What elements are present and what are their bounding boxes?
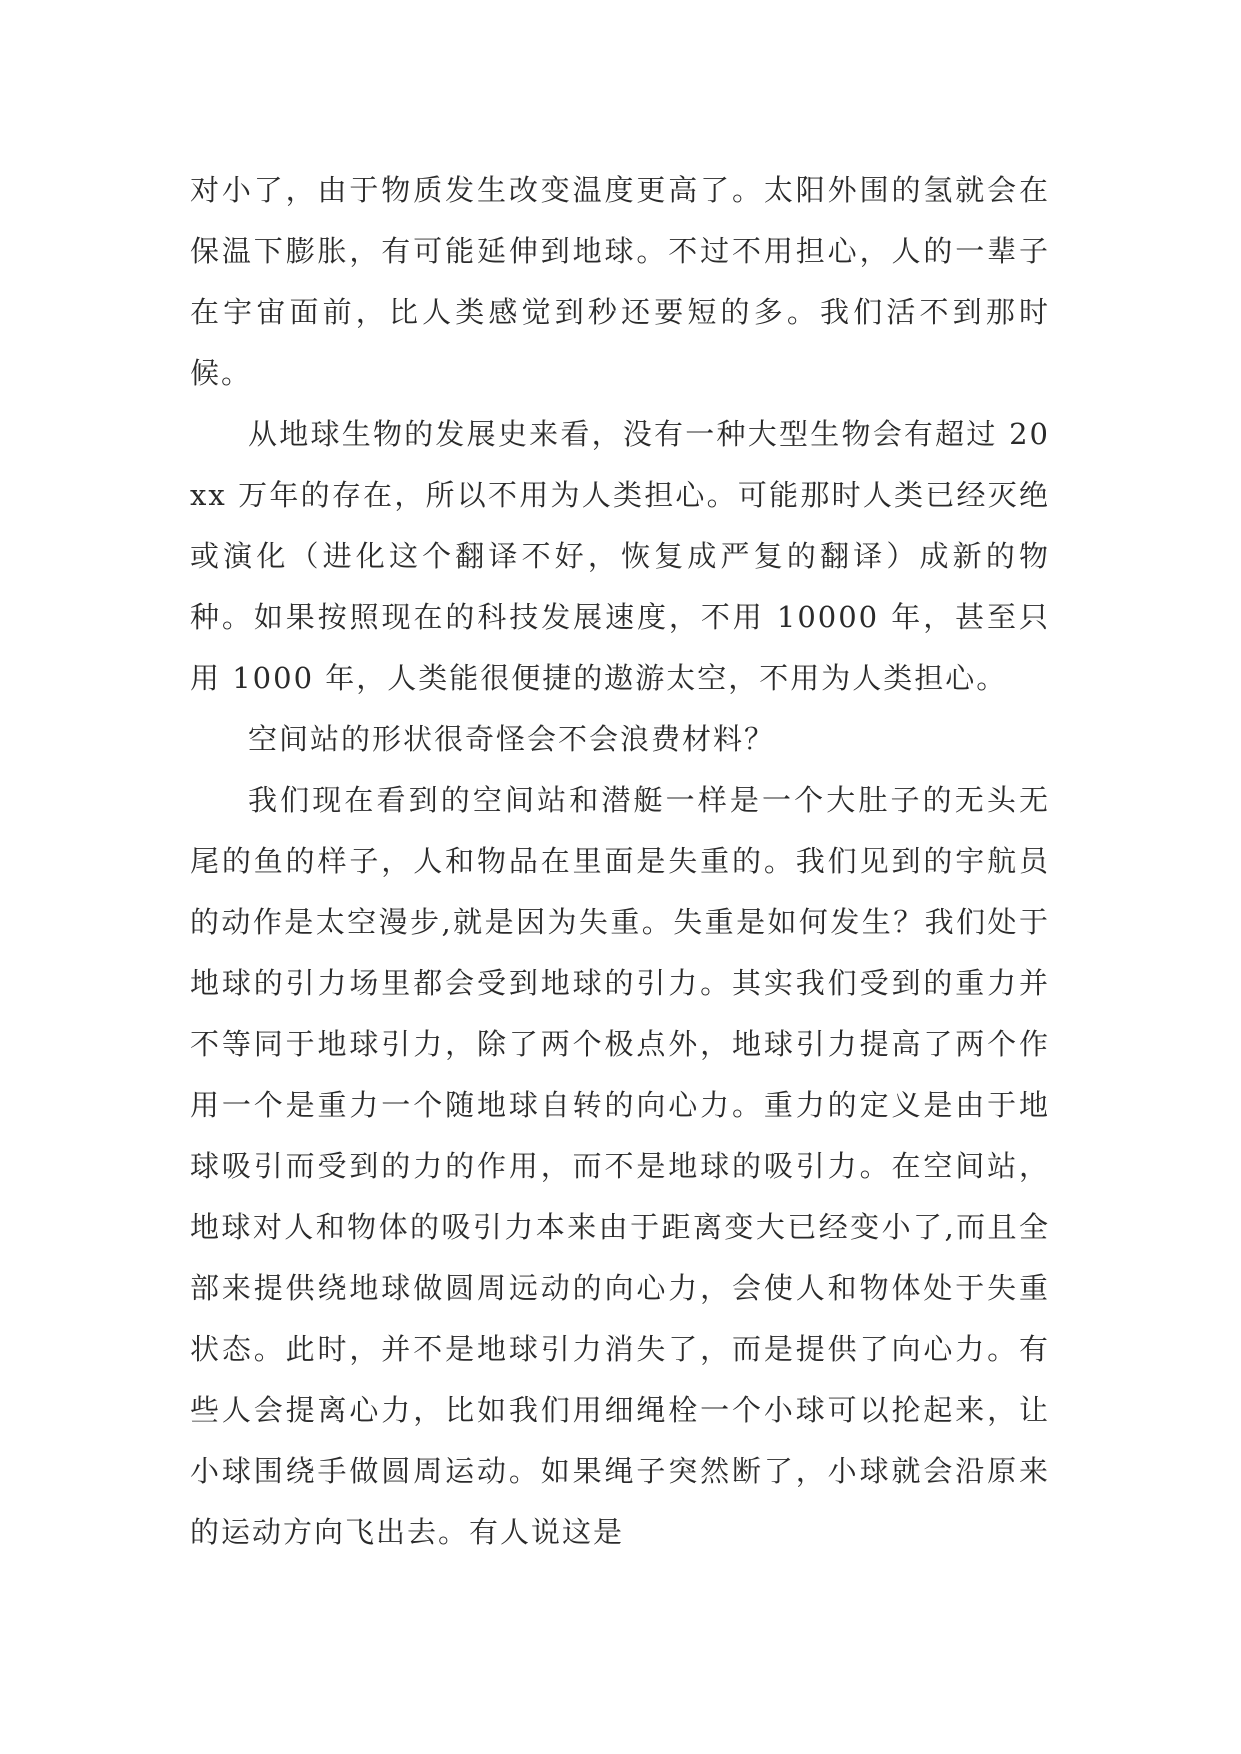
paragraph-sun-expansion: 对小了，由于物质发生改变温度更高了。太阳外围的氢就会在保温下膨胀，有可能延伸到地球。不过不用担心，人的一辈子在宇宙面前，比人类感觉到秒还要短的多。我们活不到那时候。	[190, 173, 1050, 390]
paragraph-species-evolution: 从地球生物的发展史来看，没有一种大型生物会有超过 20xx 万年的存在，所以不用为人类担心。可能那时人类已经灭绝或演化（进化这个翻译不好，恢复成严复的翻译）成新的物种。如果按照现在的科技发展速度，不用 10000 年，甚至只用 1000 年，人类能很便捷的遨游太空，不用为人类担心。	[190, 417, 1050, 695]
section-question-heading: 空间站的形状很奇怪会不会浪费材料？	[248, 722, 776, 756]
document-body	[190, 160, 1050, 1563]
paragraph-weightlessness: 我们现在看到的空间站和潜艇一样是一个大肚子的无头无尾的鱼的样子，人和物品在里面是失重的。我们见到的宇航员的动作是太空漫步,就是因为失重。失重是如何发生？我们处于地球的引力场里都会受到地球的引力。其实我们受到的重力并不等同于地球引力，除了两个极点外，地球引力提高了两个作用一个是重力一个随地球自转的向心力。重力的定义是由于地球吸引而受到的力的作用，而不是地球的吸引力。在空间站，地球对人和物体的吸引力本来由于距离变大已经变小了,而且全部来提供绕地球做圆周远动的向心力，会使人和物体处于失重状态。此时，并不是地球引力消失了，而是提供了向心力。有些人会提离心力，比如我们用细绳栓一个小球可以抡起来，让小球围绕手做圆周运动。如果绳子突然断了，小球就会沿原来的运动方向飞出去。有人说这是	[190, 783, 1050, 1549]
